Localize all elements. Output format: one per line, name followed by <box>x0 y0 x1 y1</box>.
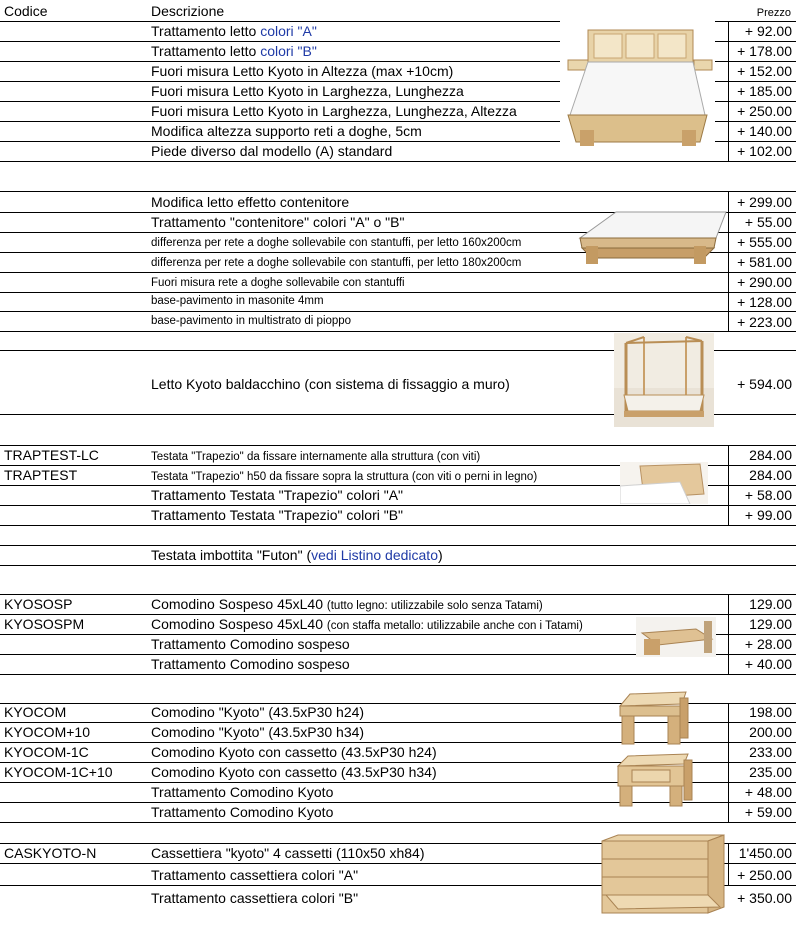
row-desc: Testata "Trapezio" da fissare internamente alla struttura (con viti) <box>151 451 481 463</box>
row-code: TRAPTEST <box>4 467 78 483</box>
divider <box>0 445 796 446</box>
baldacchino-desc: Letto Kyoto baldacchino (con sistema di fissaggio a muro) <box>151 376 510 392</box>
row-desc: Comodino "Kyoto" (43.5xP30 h24) <box>151 704 365 720</box>
row-desc: Fuori misura rete a doghe sollevabile con stantuffi <box>151 277 405 289</box>
row-price: + 58.00 <box>744 487 792 503</box>
row-desc: base-pavimento in masonite 4mm <box>151 295 324 307</box>
column-divider <box>728 21 729 161</box>
row-desc: Trattamento Comodino sospeso <box>151 636 350 652</box>
header-price: Prezzo <box>756 7 791 19</box>
row-price: 233.00 <box>749 744 792 760</box>
row-price: + 59.00 <box>744 804 792 820</box>
baldacchino-bed-image <box>614 333 714 427</box>
row-code: TRAPTEST-LC <box>4 447 99 463</box>
row-desc: Fuori misura Letto Kyoto in Altezza (max +10cm) <box>151 63 454 79</box>
row-price: 129.00 <box>749 596 792 612</box>
row-price: 1'450.00 <box>738 845 792 861</box>
contenitore-bed-image <box>576 208 728 266</box>
row-desc: Trattamento Comodino Kyoto <box>151 784 334 800</box>
colori-b-link[interactable]: colori "B" <box>260 43 317 59</box>
row-code: KYOCOM-1C <box>4 744 89 760</box>
comodino-kyoto-image <box>616 690 692 746</box>
divider <box>0 311 796 312</box>
row-price: 284.00 <box>749 467 792 483</box>
row-desc: Fuori misura Letto Kyoto in Larghezza, Lunghezza, Altezza <box>151 103 517 119</box>
row-desc: Trattamento cassettiera colori "B" <box>151 890 359 906</box>
row-price: + 290.00 <box>737 274 792 290</box>
baldacchino-price: + 594.00 <box>737 376 792 392</box>
row-price: + 223.00 <box>737 314 792 330</box>
row-price: + 55.00 <box>744 214 792 230</box>
comodino-cassetto-image <box>614 752 694 808</box>
row-desc: differenza per rete a doghe sollevabile con stantuffi, per letto 160x200cm <box>151 237 522 249</box>
row-price: + 48.00 <box>744 784 792 800</box>
row-price: + 40.00 <box>744 656 792 672</box>
column-divider <box>728 191 729 331</box>
cassettiera-image <box>598 833 726 915</box>
listino-link[interactable]: vedi Listino dedicato <box>311 547 438 563</box>
column-divider <box>728 703 729 822</box>
row-desc <box>151 42 317 60</box>
divider <box>0 822 796 823</box>
row-price: 198.00 <box>749 704 792 720</box>
colori-a-link[interactable]: colori "A" <box>260 23 317 39</box>
row-desc <box>151 595 543 615</box>
desc-text: Testata imbottita "Futon" ( <box>151 547 312 563</box>
futon-desc <box>151 546 443 564</box>
row-code: KYOSOSP <box>4 596 73 612</box>
row-code: KYOSOSPM <box>4 616 85 632</box>
divider <box>0 272 796 273</box>
desc-text: ) <box>438 547 443 563</box>
row-desc: Trattamento Testata "Trapezio" colori "B" <box>151 507 404 523</box>
divider <box>0 525 796 526</box>
testata-trapezio-image <box>620 462 708 504</box>
row-price: + 185.00 <box>737 83 792 99</box>
row-price: + 178.00 <box>737 43 792 59</box>
row-desc: Testata "Trapezio" h50 da fissare sopra la struttura (con viti o perni in legno) <box>151 471 538 483</box>
desc-note: (con staffa metallo: utilizzabile anche con i Tatami) <box>326 620 583 632</box>
desc-text: Trattamento letto <box>151 43 261 59</box>
row-price: + 555.00 <box>737 234 792 250</box>
divider <box>0 161 796 162</box>
desc-note: (tutto legno: utilizzabile solo senza Tatami) <box>326 600 543 612</box>
row-desc: Comodino Kyoto con cassetto (43.5xP30 h34) <box>151 764 437 780</box>
row-desc: Piede diverso dal modello (A) standard <box>151 143 393 159</box>
row-code: CASKYOTO-N <box>4 845 97 861</box>
row-desc <box>151 22 317 40</box>
row-desc: Trattamento Comodino Kyoto <box>151 804 334 820</box>
row-desc: Comodino Kyoto con cassetto (43.5xP30 h24) <box>151 744 437 760</box>
row-desc: Trattamento cassettiera colori "A" <box>151 867 359 883</box>
row-desc: base-pavimento in multistrato di pioppo <box>151 315 352 327</box>
row-price: 129.00 <box>749 616 792 632</box>
row-desc: Trattamento Comodino sospeso <box>151 656 350 672</box>
header-code: Codice <box>4 3 48 19</box>
row-price: + 140.00 <box>737 123 792 139</box>
row-price: 284.00 <box>749 447 792 463</box>
desc-text: Comodino Sospeso 45xL40 <box>151 596 324 612</box>
row-desc: Fuori misura Letto Kyoto in Larghezza, Lunghezza <box>151 83 464 99</box>
row-desc: Modifica altezza supporto reti a doghe, 5cm <box>151 123 422 139</box>
row-price: + 250.00 <box>737 867 792 883</box>
row-price: + 128.00 <box>737 294 792 310</box>
desc-text: Comodino Sospeso 45xL40 <box>151 616 324 632</box>
row-code: KYOCOM+10 <box>4 724 90 740</box>
column-divider <box>728 594 729 674</box>
row-price: + 299.00 <box>737 194 792 210</box>
divider <box>0 674 796 675</box>
row-desc: Modifica letto effetto contenitore <box>151 194 350 210</box>
row-desc: Cassettiera "kyoto" 4 cassetti (110x50 xh84) <box>151 845 425 861</box>
header-description: Descrizione <box>151 3 225 19</box>
column-divider <box>728 843 729 885</box>
row-price: + 102.00 <box>737 143 792 159</box>
row-code: KYOCOM-1C+10 <box>4 764 113 780</box>
row-desc: Comodino "Kyoto" (43.5xP30 h34) <box>151 724 365 740</box>
row-price: 235.00 <box>749 764 792 780</box>
row-price: 200.00 <box>749 724 792 740</box>
column-divider <box>728 445 729 525</box>
row-desc: differenza per rete a doghe sollevabile con stantuffi, per letto 180x200cm <box>151 257 522 269</box>
row-desc: Trattamento "contenitore" colori "A" o "B" <box>151 214 405 230</box>
row-desc <box>151 615 583 635</box>
row-price: + 92.00 <box>744 23 792 39</box>
comodino-sospeso-image <box>636 617 716 657</box>
row-price: + 350.00 <box>737 890 792 906</box>
row-price: + 152.00 <box>737 63 792 79</box>
row-code: KYOCOM <box>4 704 67 720</box>
divider <box>0 292 796 293</box>
row-price: + 99.00 <box>744 507 792 523</box>
row-price: + 581.00 <box>737 254 792 270</box>
divider <box>0 565 796 566</box>
divider <box>0 191 796 192</box>
row-desc: Trattamento Testata "Trapezio" colori "A" <box>151 487 404 503</box>
divider <box>0 331 796 332</box>
kyoto-bed-image <box>560 20 715 150</box>
desc-text: Trattamento letto <box>151 23 261 39</box>
row-price: + 28.00 <box>744 636 792 652</box>
row-price: + 250.00 <box>737 103 792 119</box>
